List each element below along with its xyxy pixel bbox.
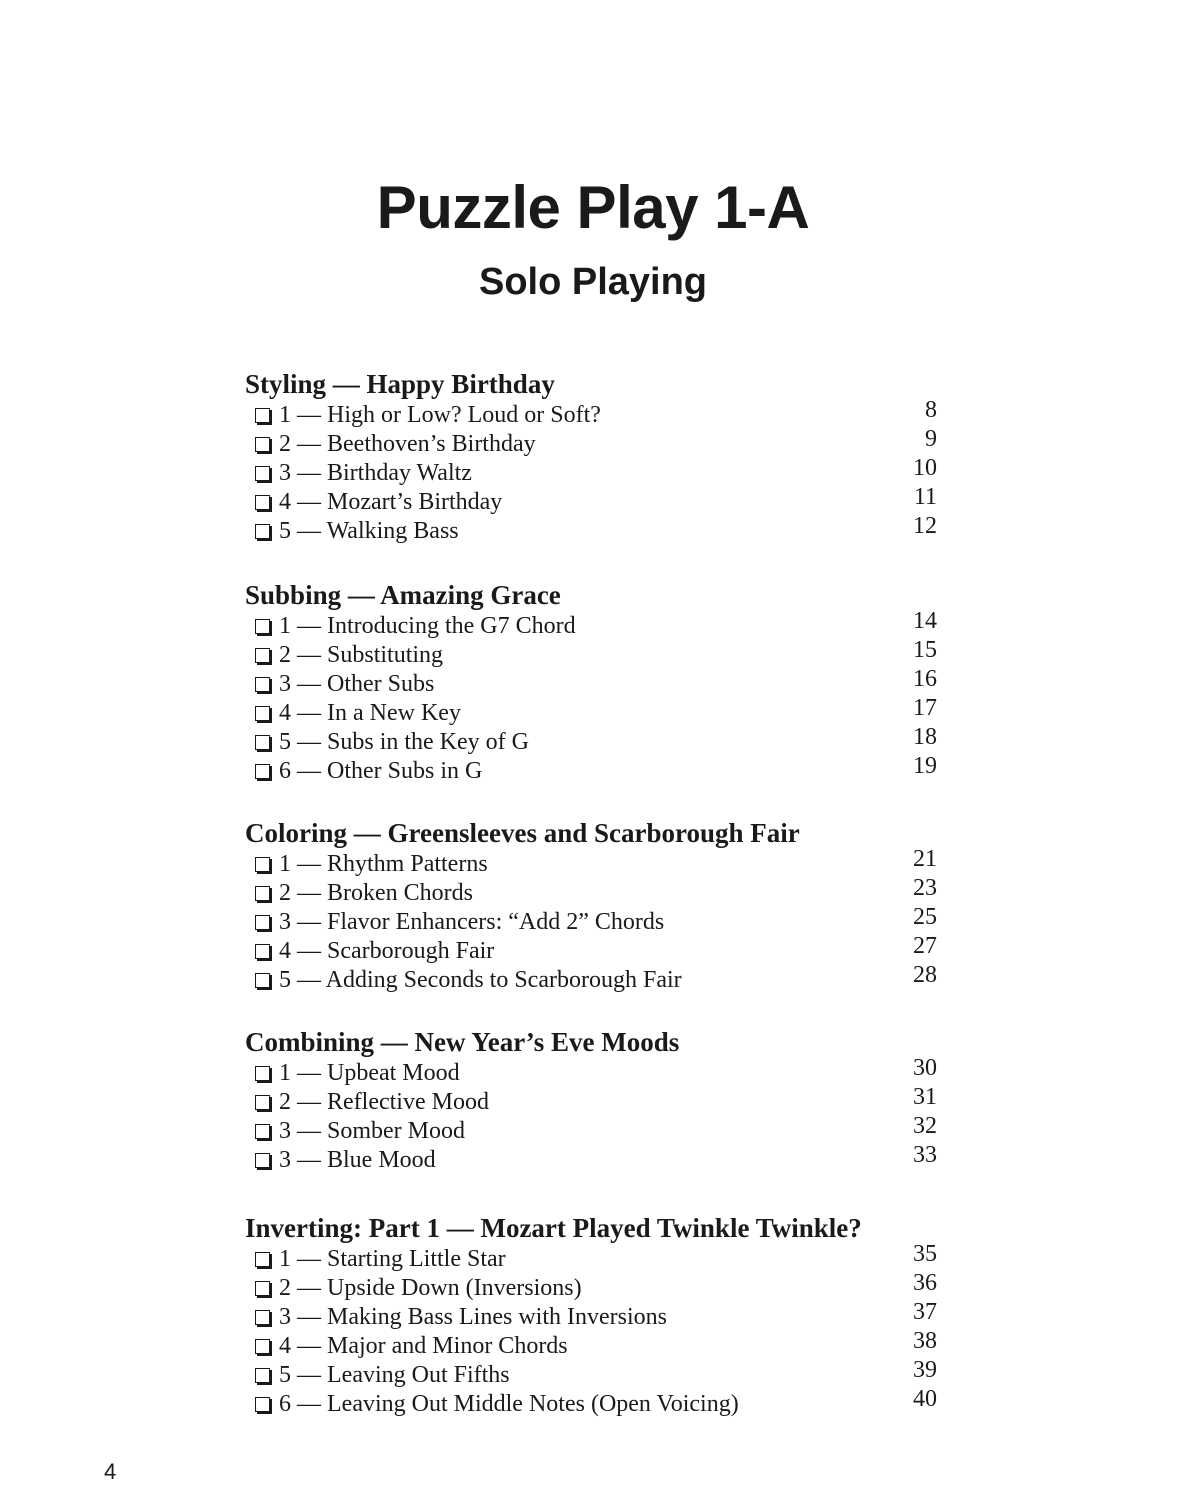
checkbox-icon[interactable] bbox=[255, 1339, 270, 1354]
toc-entry bbox=[245, 962, 945, 995]
toc-entry bbox=[245, 1113, 945, 1146]
toc-entry bbox=[245, 1357, 945, 1390]
toc-section-coloring bbox=[245, 816, 945, 995]
entry-page-number: 25 bbox=[913, 904, 937, 930]
checkbox-icon[interactable] bbox=[255, 735, 270, 750]
entry-title: 2 — Substituting bbox=[279, 642, 444, 668]
entry-title: 5 — Adding Seconds to Scarborough Fair bbox=[279, 967, 682, 993]
entry-title: 4 — Major and Minor Chords bbox=[279, 1333, 568, 1359]
toc-entry bbox=[245, 397, 945, 430]
entry-page-number: 38 bbox=[913, 1328, 937, 1354]
entry-page-number: 19 bbox=[913, 753, 937, 779]
checkbox-icon[interactable] bbox=[255, 495, 270, 510]
entry-page-number: 16 bbox=[913, 666, 937, 692]
toc-entry bbox=[245, 1055, 945, 1088]
entry-page-number: 28 bbox=[913, 962, 937, 988]
checkbox-icon[interactable] bbox=[255, 619, 270, 634]
entry-title: 1 — Rhythm Patterns bbox=[279, 851, 488, 877]
entry-page-number: 40 bbox=[913, 1386, 937, 1412]
entry-title: 3 — Birthday Waltz bbox=[279, 460, 472, 486]
entry-page-number: 12 bbox=[913, 513, 937, 539]
entry-title: 3 — Flavor Enhancers: “Add 2” Chords bbox=[279, 909, 665, 935]
entry-page-number: 9 bbox=[925, 426, 937, 452]
entry-page-number: 27 bbox=[913, 933, 937, 959]
toc-entry bbox=[245, 753, 945, 786]
toc-entry bbox=[245, 1142, 945, 1175]
entry-page-number: 35 bbox=[913, 1241, 937, 1267]
entry-title: 3 — Somber Mood bbox=[279, 1118, 465, 1144]
entry-title: 4 — Scarborough Fair bbox=[279, 938, 495, 964]
toc-section-inverting bbox=[245, 1211, 945, 1419]
entry-title: 1 — Starting Little Star bbox=[279, 1246, 506, 1272]
entry-page-number: 23 bbox=[913, 875, 937, 901]
toc-entry bbox=[245, 1328, 945, 1361]
checkbox-icon[interactable] bbox=[255, 524, 270, 539]
entry-page-number: 37 bbox=[913, 1299, 937, 1325]
toc-entry bbox=[245, 875, 945, 908]
entry-title: 3 — Other Subs bbox=[279, 671, 435, 697]
checkbox-icon[interactable] bbox=[255, 677, 270, 692]
toc-entry bbox=[245, 1386, 945, 1419]
entry-page-number: 32 bbox=[913, 1113, 937, 1139]
entry-title: 1 — Introducing the G7 Chord bbox=[279, 613, 576, 639]
toc-entry bbox=[245, 455, 945, 488]
entry-title: 3 — Blue Mood bbox=[279, 1147, 436, 1173]
entry-page-number: 11 bbox=[913, 484, 937, 510]
toc-entry bbox=[245, 1299, 945, 1332]
toc-section-combining bbox=[245, 1025, 945, 1175]
entry-page-number: 10 bbox=[913, 455, 937, 481]
checkbox-icon[interactable] bbox=[255, 1124, 270, 1139]
section-heading: Subbing — Amazing Grace bbox=[245, 580, 561, 610]
toc-section-subbing bbox=[245, 578, 945, 786]
page-number: 4 bbox=[104, 1459, 117, 1484]
section-heading: Inverting: Part 1 — Mozart Played Twinkle Twinkle? bbox=[245, 1213, 862, 1243]
checkbox-icon[interactable] bbox=[255, 1153, 270, 1168]
entry-page-number: 17 bbox=[913, 695, 937, 721]
entry-title: 4 — Mozart’s Birthday bbox=[279, 489, 503, 515]
entry-title: 5 — Walking Bass bbox=[279, 518, 459, 544]
entry-title: 6 — Other Subs in G bbox=[279, 758, 483, 784]
checkbox-icon[interactable] bbox=[255, 648, 270, 663]
checkbox-icon[interactable] bbox=[255, 1252, 270, 1267]
entry-title: 2 — Beethoven’s Birthday bbox=[279, 431, 536, 457]
entry-title: 6 — Leaving Out Middle Notes (Open Voicing) bbox=[279, 1391, 739, 1417]
entry-title: 5 — Leaving Out Fifths bbox=[279, 1362, 510, 1388]
toc-entry bbox=[245, 1241, 945, 1274]
checkbox-icon[interactable] bbox=[255, 1095, 270, 1110]
toc-entry bbox=[245, 1084, 945, 1117]
entry-page-number: 21 bbox=[913, 846, 937, 872]
section-heading: Combining — New Year’s Eve Moods bbox=[245, 1027, 680, 1057]
checkbox-icon[interactable] bbox=[255, 1310, 270, 1325]
toc-entry bbox=[245, 666, 945, 699]
toc-entry bbox=[245, 484, 945, 517]
entry-title: 4 — In a New Key bbox=[279, 700, 461, 726]
entry-page-number: 36 bbox=[913, 1270, 937, 1296]
checkbox-icon[interactable] bbox=[255, 706, 270, 721]
entry-page-number: 18 bbox=[913, 724, 937, 750]
entry-page-number: 30 bbox=[913, 1055, 937, 1081]
entry-page-number: 31 bbox=[913, 1084, 937, 1110]
toc-section-styling bbox=[245, 367, 945, 546]
entry-page-number: 33 bbox=[913, 1142, 937, 1168]
checkbox-icon[interactable] bbox=[255, 915, 270, 930]
entry-page-number: 39 bbox=[913, 1357, 937, 1383]
checkbox-icon[interactable] bbox=[255, 857, 270, 872]
checkbox-icon[interactable] bbox=[255, 1281, 270, 1296]
table-of-contents bbox=[245, 367, 945, 1451]
entry-page-number: 8 bbox=[925, 397, 937, 423]
toc-entry bbox=[245, 695, 945, 728]
toc-entry bbox=[245, 608, 945, 641]
entry-title: 5 — Subs in the Key of G bbox=[279, 729, 529, 755]
entry-page-number: 15 bbox=[913, 637, 937, 663]
section-heading: Styling — Happy Birthday bbox=[245, 369, 555, 399]
entry-title: 3 — Making Bass Lines with Inversions bbox=[279, 1304, 667, 1330]
page-title: Puzzle Play 1-A bbox=[376, 174, 810, 241]
checkbox-icon[interactable] bbox=[255, 764, 270, 779]
toc-entry bbox=[245, 724, 945, 757]
toc-entry bbox=[245, 846, 945, 879]
checkbox-icon[interactable] bbox=[255, 1368, 270, 1383]
checkbox-icon[interactable] bbox=[255, 973, 270, 988]
section-heading: Coloring — Greensleeves and Scarborough Fair bbox=[245, 818, 800, 848]
toc-entry bbox=[245, 513, 945, 546]
entry-title: 2 — Upside Down (Inversions) bbox=[279, 1275, 582, 1301]
entry-title: 1 — High or Low? Loud or Soft? bbox=[279, 402, 601, 428]
toc-entry bbox=[245, 426, 945, 459]
toc-entry bbox=[245, 933, 945, 966]
checkbox-icon[interactable] bbox=[255, 408, 270, 423]
checkbox-icon[interactable] bbox=[255, 437, 270, 452]
checkbox-icon[interactable] bbox=[255, 944, 270, 959]
entry-page-number: 14 bbox=[913, 608, 937, 634]
checkbox-icon[interactable] bbox=[255, 1066, 270, 1081]
toc-entry bbox=[245, 1270, 945, 1303]
toc-entry bbox=[245, 904, 945, 937]
toc-entry bbox=[245, 637, 945, 670]
checkbox-icon[interactable] bbox=[255, 886, 270, 901]
checkbox-icon[interactable] bbox=[255, 1397, 270, 1412]
entry-title: 1 — Upbeat Mood bbox=[279, 1060, 460, 1086]
page-subtitle: Solo Playing bbox=[478, 261, 708, 303]
entry-title: 2 — Broken Chords bbox=[279, 880, 473, 906]
entry-title: 2 — Reflective Mood bbox=[279, 1089, 489, 1115]
checkbox-icon[interactable] bbox=[255, 466, 270, 481]
